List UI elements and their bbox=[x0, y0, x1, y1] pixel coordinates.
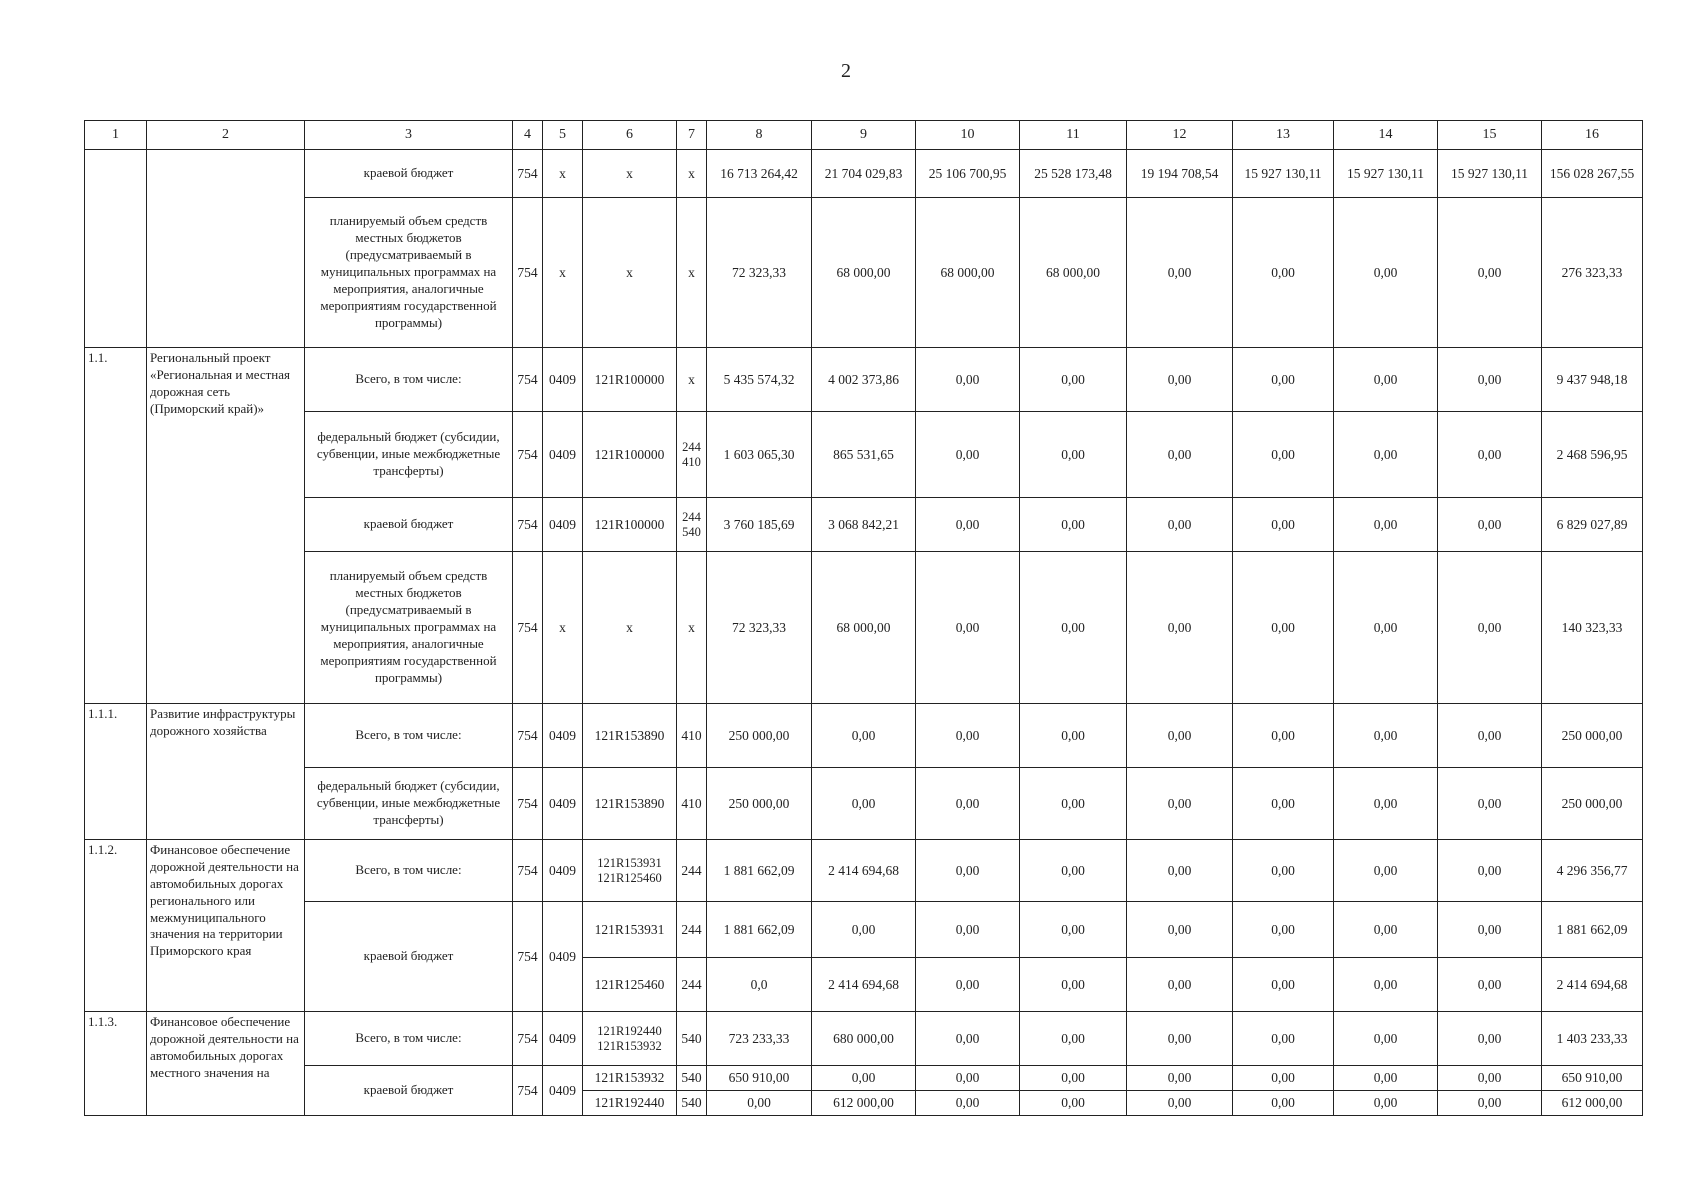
amount-cell: 1 881 662,09 bbox=[707, 840, 812, 902]
amount-cell: 3 760 185,69 bbox=[707, 498, 812, 552]
amount-cell: 650 910,00 bbox=[1542, 1066, 1643, 1091]
source-label: краевой бюджет bbox=[305, 1066, 513, 1116]
amount-cell: 250 000,00 bbox=[707, 704, 812, 768]
expense-type: 244 bbox=[677, 840, 707, 902]
expense-type: 540 bbox=[677, 1091, 707, 1116]
amount-cell: 15 927 130,11 bbox=[1233, 150, 1334, 198]
target-code bbox=[583, 840, 677, 902]
source-label: краевой бюджет bbox=[305, 902, 513, 1012]
amount-cell: 72 323,33 bbox=[707, 198, 812, 348]
column-header: 6 bbox=[583, 121, 677, 150]
amount-cell: 0,00 bbox=[1233, 198, 1334, 348]
stacked-value: 121R125460 bbox=[597, 870, 662, 885]
amount-cell: 0,00 bbox=[1334, 348, 1438, 412]
amount-cell: 0,00 bbox=[916, 768, 1020, 840]
amount-cell: 0,00 bbox=[1020, 348, 1127, 412]
amount-cell: 0,00 bbox=[1233, 1066, 1334, 1091]
amount-cell: 0,00 bbox=[1233, 902, 1334, 958]
column-header: 1 bbox=[85, 121, 147, 150]
amount-cell: 0,00 bbox=[1127, 348, 1233, 412]
amount-cell: 0,0 bbox=[707, 958, 812, 1012]
amount-cell: 0,00 bbox=[1334, 1091, 1438, 1116]
amount-cell: 250 000,00 bbox=[1542, 704, 1643, 768]
grbs-code: 754 bbox=[513, 348, 543, 412]
table-row bbox=[85, 552, 1643, 704]
amount-cell: 0,00 bbox=[1438, 902, 1542, 958]
grbs-code: 754 bbox=[513, 198, 543, 348]
source-label: Всего, в том числе: bbox=[305, 704, 513, 768]
amount-cell: 0,00 bbox=[1127, 704, 1233, 768]
section-code-col: 0409 bbox=[543, 348, 583, 412]
amount-cell: 0,00 bbox=[916, 704, 1020, 768]
amount-cell: 0,00 bbox=[1334, 958, 1438, 1012]
table-row bbox=[85, 768, 1643, 840]
amount-cell: 0,00 bbox=[1334, 704, 1438, 768]
amount-cell: 1 603 065,30 bbox=[707, 412, 812, 498]
table-row bbox=[85, 704, 1643, 768]
amount-cell: 68 000,00 bbox=[812, 198, 916, 348]
amount-cell: 0,00 bbox=[1438, 552, 1542, 704]
section-code: 1.1.3. bbox=[85, 1012, 147, 1116]
target-code: 121R100000 bbox=[583, 348, 677, 412]
table-row bbox=[85, 198, 1643, 348]
column-header: 5 bbox=[543, 121, 583, 150]
amount-cell: 0,00 bbox=[1233, 412, 1334, 498]
amount-cell: 723 233,33 bbox=[707, 1012, 812, 1066]
column-header: 10 bbox=[916, 121, 1020, 150]
amount-cell: 4 296 356,77 bbox=[1542, 840, 1643, 902]
column-header: 4 bbox=[513, 121, 543, 150]
amount-cell: 0,00 bbox=[916, 1012, 1020, 1066]
amount-cell: 0,00 bbox=[1438, 1012, 1542, 1066]
section-code-col: x bbox=[543, 552, 583, 704]
amount-cell: 0,00 bbox=[1334, 412, 1438, 498]
section-code: 1.1.1. bbox=[85, 704, 147, 840]
amount-cell: 0,00 bbox=[1334, 498, 1438, 552]
source-label: федеральный бюджет (субсидии, субвенции, иные межбюджетные трансферты) bbox=[305, 412, 513, 498]
section-code-col: x bbox=[543, 198, 583, 348]
section-code-col: 0409 bbox=[543, 768, 583, 840]
amount-cell: 2 468 596,95 bbox=[1542, 412, 1643, 498]
amount-cell: 140 323,33 bbox=[1542, 552, 1643, 704]
amount-cell: 0,00 bbox=[1233, 958, 1334, 1012]
amount-cell: 0,00 bbox=[1020, 958, 1127, 1012]
amount-cell: 9 437 948,18 bbox=[1542, 348, 1643, 412]
amount-cell: 0,00 bbox=[916, 412, 1020, 498]
amount-cell: 0,00 bbox=[1438, 768, 1542, 840]
amount-cell: 0,00 bbox=[1127, 198, 1233, 348]
amount-cell: 0,00 bbox=[1233, 1012, 1334, 1066]
amount-cell: 276 323,33 bbox=[1542, 198, 1643, 348]
amount-cell: 612 000,00 bbox=[1542, 1091, 1643, 1116]
amount-cell: 0,00 bbox=[916, 902, 1020, 958]
amount-cell: 0,00 bbox=[1233, 498, 1334, 552]
amount-cell: 612 000,00 bbox=[812, 1091, 916, 1116]
amount-cell: 0,00 bbox=[812, 768, 916, 840]
section-code-col: 0409 bbox=[543, 1012, 583, 1066]
grbs-code: 754 bbox=[513, 552, 543, 704]
amount-cell: 68 000,00 bbox=[1020, 198, 1127, 348]
expense-type: 540 bbox=[677, 1066, 707, 1091]
amount-cell: 0,00 bbox=[1233, 840, 1334, 902]
amount-cell: 21 704 029,83 bbox=[812, 150, 916, 198]
amount-cell: 0,00 bbox=[916, 498, 1020, 552]
amount-cell: 0,00 bbox=[1020, 412, 1127, 498]
amount-cell: 0,00 bbox=[1438, 840, 1542, 902]
grbs-code: 754 bbox=[513, 768, 543, 840]
target-code: x bbox=[583, 150, 677, 198]
target-code: 121R125460 bbox=[583, 958, 677, 1012]
amount-cell: 0,00 bbox=[1334, 1012, 1438, 1066]
amount-cell: 0,00 bbox=[812, 1066, 916, 1091]
amount-cell: 2 414 694,68 bbox=[812, 958, 916, 1012]
column-header: 14 bbox=[1334, 121, 1438, 150]
section-code bbox=[85, 150, 147, 348]
amount-cell: 0,00 bbox=[916, 552, 1020, 704]
amount-cell: 5 435 574,32 bbox=[707, 348, 812, 412]
amount-cell: 16 713 264,42 bbox=[707, 150, 812, 198]
amount-cell: 680 000,00 bbox=[812, 1012, 916, 1066]
amount-cell: 1 881 662,09 bbox=[1542, 902, 1643, 958]
amount-cell: 15 927 130,11 bbox=[1334, 150, 1438, 198]
expense-type: 244 bbox=[677, 902, 707, 958]
amount-cell: 1 881 662,09 bbox=[707, 902, 812, 958]
amount-cell: 0,00 bbox=[1438, 1091, 1542, 1116]
amount-cell: 68 000,00 bbox=[916, 198, 1020, 348]
section-name: Развитие инфраструктуры дорожного хозяйства bbox=[147, 704, 305, 840]
section-code-col: x bbox=[543, 150, 583, 198]
amount-cell: 156 028 267,55 bbox=[1542, 150, 1643, 198]
amount-cell: 0,00 bbox=[1438, 498, 1542, 552]
table-row bbox=[85, 902, 1643, 958]
grbs-code: 754 bbox=[513, 498, 543, 552]
target-code: 121R153890 bbox=[583, 768, 677, 840]
stacked-value: 121R153932 bbox=[597, 1038, 662, 1053]
expense-type: 410 bbox=[677, 704, 707, 768]
amount-cell: 0,00 bbox=[1127, 768, 1233, 840]
amount-cell: 0,00 bbox=[1127, 1012, 1233, 1066]
stacked-value: 121R192440 bbox=[597, 1024, 662, 1039]
table-row bbox=[85, 1066, 1643, 1091]
amount-cell: 0,00 bbox=[1334, 768, 1438, 840]
column-header: 9 bbox=[812, 121, 916, 150]
grbs-code: 754 bbox=[513, 1012, 543, 1066]
amount-cell: 0,00 bbox=[1233, 768, 1334, 840]
amount-cell: 0,00 bbox=[1233, 1091, 1334, 1116]
amount-cell: 0,00 bbox=[916, 840, 1020, 902]
column-header: 11 bbox=[1020, 121, 1127, 150]
amount-cell: 4 002 373,86 bbox=[812, 348, 916, 412]
amount-cell: 0,00 bbox=[1127, 498, 1233, 552]
stacked-value: 540 bbox=[682, 524, 701, 539]
amount-cell: 0,00 bbox=[812, 902, 916, 958]
source-label: планируемый объем средств местных бюджетов (предусматриваемый в муниципальных программах на мероприятия, аналогичные мероприятиям государственной программы) bbox=[305, 198, 513, 348]
page-number: 2 bbox=[841, 60, 851, 82]
target-code: x bbox=[583, 552, 677, 704]
target-code: 121R100000 bbox=[583, 412, 677, 498]
amount-cell: 2 414 694,68 bbox=[812, 840, 916, 902]
amount-cell: 0,00 bbox=[1438, 1066, 1542, 1091]
stacked-value: 410 bbox=[682, 454, 701, 469]
target-code: 121R100000 bbox=[583, 498, 677, 552]
amount-cell: 0,00 bbox=[1020, 902, 1127, 958]
grbs-code: 754 bbox=[513, 150, 543, 198]
stacked-value: 121R153931 bbox=[597, 856, 662, 871]
budget-table bbox=[84, 120, 1643, 1116]
source-label: Всего, в том числе: bbox=[305, 348, 513, 412]
amount-cell: 0,00 bbox=[1020, 1091, 1127, 1116]
section-code-col: 0409 bbox=[543, 902, 583, 1012]
amount-cell: 72 323,33 bbox=[707, 552, 812, 704]
column-header: 8 bbox=[707, 121, 812, 150]
amount-cell: 650 910,00 bbox=[707, 1066, 812, 1091]
table-row bbox=[85, 840, 1643, 902]
amount-cell: 250 000,00 bbox=[1542, 768, 1643, 840]
amount-cell: 25 528 173,48 bbox=[1020, 150, 1127, 198]
amount-cell: 0,00 bbox=[812, 704, 916, 768]
target-code: x bbox=[583, 198, 677, 348]
amount-cell: 0,00 bbox=[916, 348, 1020, 412]
amount-cell: 3 068 842,21 bbox=[812, 498, 916, 552]
section-name: Финансовое обеспечение дорожной деятельности на автомобильных дорогах регионального или межмуниципального значения на территории Приморского края bbox=[147, 840, 305, 1012]
section-name: Финансовое обеспечение дорожной деятельности на автомобильных дорогах местного значения на bbox=[147, 1012, 305, 1116]
source-label: краевой бюджет bbox=[305, 498, 513, 552]
amount-cell: 0,00 bbox=[1438, 198, 1542, 348]
section-code-col: 0409 bbox=[543, 840, 583, 902]
header-row bbox=[85, 121, 1643, 150]
table-row bbox=[85, 1012, 1643, 1066]
grbs-code: 754 bbox=[513, 412, 543, 498]
stacked-value: 244 bbox=[682, 440, 701, 455]
amount-cell: 250 000,00 bbox=[707, 768, 812, 840]
table-row bbox=[85, 498, 1643, 552]
source-label: Всего, в том числе: bbox=[305, 1012, 513, 1066]
expense-type bbox=[677, 412, 707, 498]
amount-cell: 0,00 bbox=[1020, 768, 1127, 840]
amount-cell: 0,00 bbox=[1334, 552, 1438, 704]
stacked-value: 244 bbox=[682, 510, 701, 525]
amount-cell: 0,00 bbox=[916, 1091, 1020, 1116]
amount-cell: 0,00 bbox=[916, 958, 1020, 1012]
amount-cell: 0,00 bbox=[1127, 902, 1233, 958]
expense-type: x bbox=[677, 552, 707, 704]
amount-cell: 0,00 bbox=[1233, 704, 1334, 768]
expense-type bbox=[677, 498, 707, 552]
section-code-col: 0409 bbox=[543, 704, 583, 768]
section-name: Региональный проект «Региональная и местная дорожная сеть (Приморский край)» bbox=[147, 348, 305, 704]
expense-type: x bbox=[677, 348, 707, 412]
amount-cell: 0,00 bbox=[1438, 348, 1542, 412]
amount-cell: 0,00 bbox=[1233, 348, 1334, 412]
amount-cell: 0,00 bbox=[1127, 958, 1233, 1012]
amount-cell: 0,00 bbox=[1020, 498, 1127, 552]
expense-type: x bbox=[677, 198, 707, 348]
section-code-col: 0409 bbox=[543, 1066, 583, 1116]
amount-cell: 0,00 bbox=[1020, 840, 1127, 902]
table-row bbox=[85, 348, 1643, 412]
target-code: 121R153931 bbox=[583, 902, 677, 958]
target-code: 121R153890 bbox=[583, 704, 677, 768]
source-label: краевой бюджет bbox=[305, 150, 513, 198]
amount-cell: 0,00 bbox=[1127, 840, 1233, 902]
column-header: 7 bbox=[677, 121, 707, 150]
amount-cell: 0,00 bbox=[1334, 840, 1438, 902]
amount-cell: 25 106 700,95 bbox=[916, 150, 1020, 198]
section-name bbox=[147, 150, 305, 348]
expense-type: 410 bbox=[677, 768, 707, 840]
target-code: 121R153932 bbox=[583, 1066, 677, 1091]
column-header: 12 bbox=[1127, 121, 1233, 150]
section-code: 1.1.2. bbox=[85, 840, 147, 1012]
amount-cell: 0,00 bbox=[916, 1066, 1020, 1091]
amount-cell: 0,00 bbox=[1127, 1091, 1233, 1116]
amount-cell: 0,00 bbox=[707, 1091, 812, 1116]
column-header: 13 bbox=[1233, 121, 1334, 150]
grbs-code: 754 bbox=[513, 1066, 543, 1116]
table-row bbox=[85, 150, 1643, 198]
amount-cell: 0,00 bbox=[1334, 1066, 1438, 1091]
grbs-code: 754 bbox=[513, 902, 543, 1012]
grbs-code: 754 bbox=[513, 704, 543, 768]
amount-cell: 865 531,65 bbox=[812, 412, 916, 498]
amount-cell: 0,00 bbox=[1334, 198, 1438, 348]
expense-type: x bbox=[677, 150, 707, 198]
amount-cell: 0,00 bbox=[1020, 552, 1127, 704]
amount-cell: 2 414 694,68 bbox=[1542, 958, 1643, 1012]
column-header: 15 bbox=[1438, 121, 1542, 150]
amount-cell: 0,00 bbox=[1438, 958, 1542, 1012]
grbs-code: 754 bbox=[513, 840, 543, 902]
amount-cell: 19 194 708,54 bbox=[1127, 150, 1233, 198]
target-code: 121R192440 bbox=[583, 1091, 677, 1116]
section-code-col: 0409 bbox=[543, 498, 583, 552]
amount-cell: 0,00 bbox=[1020, 704, 1127, 768]
section-code-col: 0409 bbox=[543, 412, 583, 498]
expense-type: 540 bbox=[677, 1012, 707, 1066]
source-label: федеральный бюджет (субсидии, субвенции, иные межбюджетные трансферты) bbox=[305, 768, 513, 840]
amount-cell: 0,00 bbox=[1334, 902, 1438, 958]
amount-cell: 15 927 130,11 bbox=[1438, 150, 1542, 198]
expense-type: 244 bbox=[677, 958, 707, 1012]
amount-cell: 0,00 bbox=[1020, 1012, 1127, 1066]
amount-cell: 1 403 233,33 bbox=[1542, 1012, 1643, 1066]
source-label: планируемый объем средств местных бюджетов (предусматриваемый в муниципальных программах на мероприятия, аналогичные мероприятиям государственной программы) bbox=[305, 552, 513, 704]
amount-cell: 6 829 027,89 bbox=[1542, 498, 1643, 552]
column-header: 2 bbox=[147, 121, 305, 150]
amount-cell: 0,00 bbox=[1127, 412, 1233, 498]
column-header: 16 bbox=[1542, 121, 1643, 150]
amount-cell: 0,00 bbox=[1127, 552, 1233, 704]
amount-cell: 68 000,00 bbox=[812, 552, 916, 704]
amount-cell: 0,00 bbox=[1438, 704, 1542, 768]
column-header: 3 bbox=[305, 121, 513, 150]
target-code bbox=[583, 1012, 677, 1066]
source-label: Всего, в том числе: bbox=[305, 840, 513, 902]
amount-cell: 0,00 bbox=[1020, 1066, 1127, 1091]
section-code: 1.1. bbox=[85, 348, 147, 704]
amount-cell: 0,00 bbox=[1127, 1066, 1233, 1091]
amount-cell: 0,00 bbox=[1438, 412, 1542, 498]
amount-cell: 0,00 bbox=[1233, 552, 1334, 704]
table-row bbox=[85, 412, 1643, 498]
